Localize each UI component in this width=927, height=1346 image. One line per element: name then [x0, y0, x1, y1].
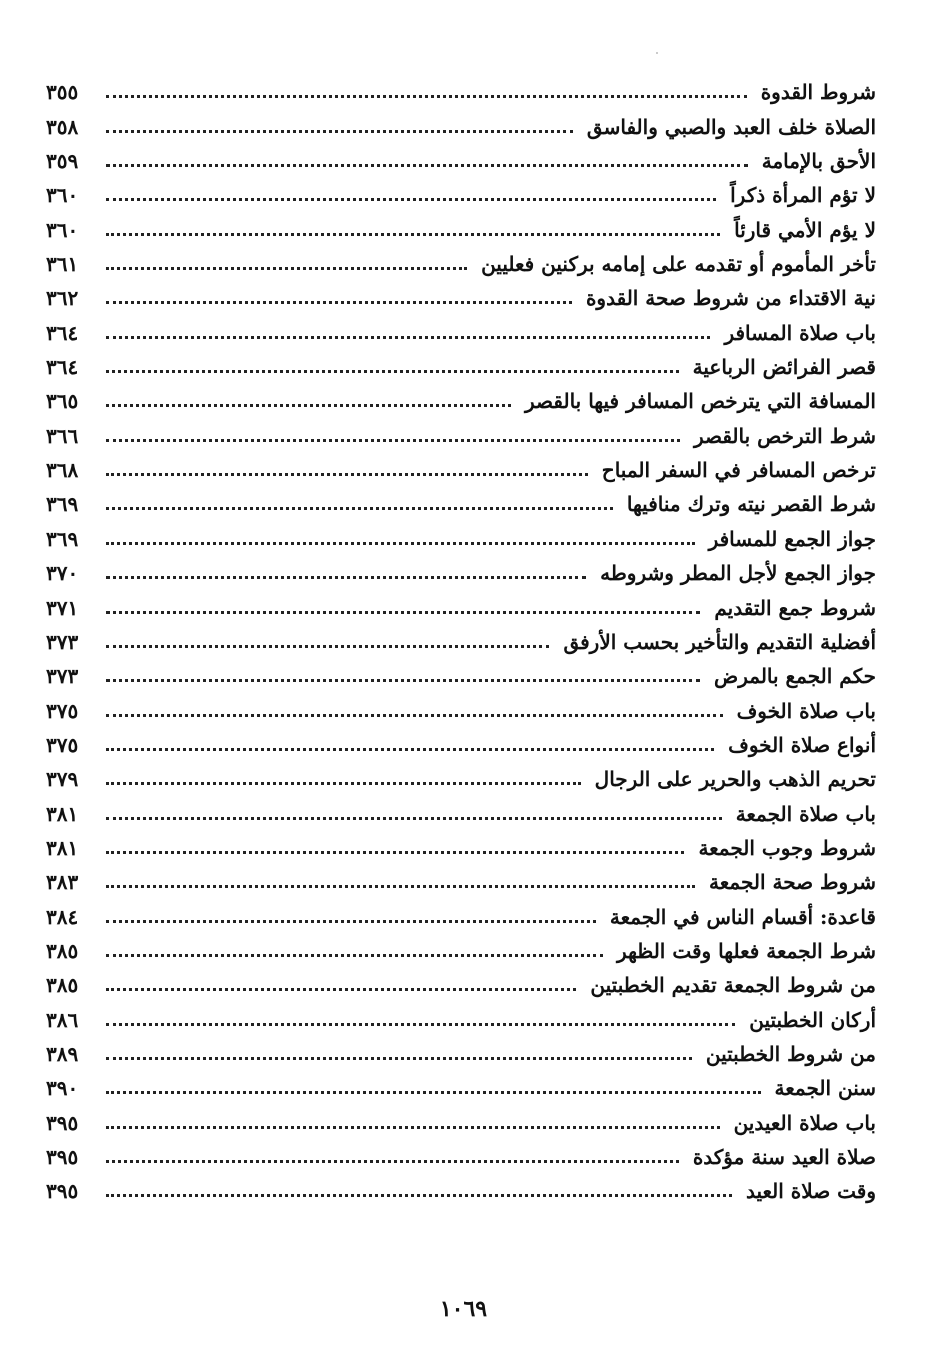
- entry-page-number: ٣٧٣: [46, 629, 79, 654]
- entry-title: أركان الخطبتين: [749, 1007, 876, 1032]
- entry-page-number: ٣٦٠: [46, 217, 79, 242]
- toc-entry: [46, 1139, 876, 1173]
- entry-page-number: ٣٧١: [46, 595, 79, 620]
- entry-page-number: ٣٦٨: [46, 458, 79, 483]
- toc-entry: [46, 74, 876, 108]
- entry-title: شرط الجمعة فعلها وقت الظهر: [617, 938, 876, 963]
- toc-entry: [46, 417, 876, 451]
- toc-entry: [46, 177, 876, 211]
- toc-entry: [46, 589, 876, 623]
- entry-title: شروط القدوة: [760, 80, 876, 105]
- toc-entry: [46, 1104, 876, 1138]
- entry-page-number: ٣٨٣: [46, 870, 79, 895]
- dot-leader: [106, 404, 511, 407]
- toc-entry: [46, 555, 876, 589]
- entry-title: شرط القصر نيته وترك منافيها: [626, 492, 876, 517]
- toc-entry: [46, 383, 876, 417]
- entry-title: قصر الفرائض الرباعية: [692, 355, 876, 380]
- dot-leader: [106, 817, 722, 820]
- dot-leader: [106, 1023, 735, 1026]
- dot-leader: [106, 1194, 732, 1197]
- toc-entry: [46, 1036, 876, 1070]
- entry-title: شروط صحة الجمعة: [709, 870, 876, 895]
- entry-page-number: ٣٨٥: [46, 973, 79, 998]
- entry-page-number: ٣٨٥: [46, 938, 79, 963]
- toc-entry: [46, 727, 876, 761]
- toc-entry: [46, 933, 876, 967]
- toc-entry: [46, 280, 876, 314]
- toc-entry: [46, 692, 876, 726]
- scan-speck: [656, 52, 658, 54]
- dot-leader: [106, 507, 613, 510]
- entry-title: ترخص المسافر في السفر المباح: [601, 458, 876, 483]
- dot-leader: [106, 920, 596, 923]
- entry-page-number: ٣٨٦: [46, 1007, 79, 1032]
- entry-page-number: ٣٦٩: [46, 526, 79, 551]
- entry-title: تحريم الذهب والحرير على الرجال: [594, 767, 876, 792]
- dot-leader: [106, 95, 747, 98]
- entry-title: وقت صلاة العيد: [745, 1179, 876, 1204]
- page-number: ١٠٦٩: [439, 1296, 488, 1322]
- dot-leader: [106, 1126, 720, 1129]
- dot-leader: [106, 714, 723, 717]
- entry-title: قاعدة: أقسام الناس في الجمعة: [609, 904, 876, 929]
- dot-leader: [106, 198, 716, 201]
- dot-leader: [106, 233, 720, 236]
- entry-title: الأحق بالإمامة: [761, 149, 876, 174]
- entry-title: صلاة العيد سنة مؤكدة: [692, 1145, 876, 1169]
- entry-title: شروط جمع التقديم: [714, 595, 876, 620]
- entry-page-number: ٣٨١: [46, 835, 79, 860]
- entry-page-number: ٣٧٣: [46, 664, 79, 689]
- entry-title: المسافة التي يترخص المسافر فيها بالقصر: [524, 389, 876, 414]
- dot-leader: [106, 782, 581, 785]
- entry-page-number: ٣٦١: [46, 252, 79, 277]
- entry-title: الصلاة خلف العبد والصبي والفاسق: [586, 114, 876, 139]
- toc-entry: [46, 761, 876, 795]
- entry-page-number: ٣٥٨: [46, 114, 79, 139]
- entry-page-number: ٣٦٠: [46, 183, 79, 208]
- entry-title: شرط الترخص بالقصر: [693, 423, 876, 448]
- dot-leader: [106, 611, 700, 614]
- entry-title: تأخر المأموم أو تقدمه على إمامه بركنين فعليين: [481, 252, 876, 277]
- dot-leader: [106, 542, 695, 545]
- toc-entry: [46, 143, 876, 177]
- entry-title: حكم الجمع بالمرض: [714, 664, 876, 689]
- toc-entry: [46, 898, 876, 932]
- dot-leader: [106, 1091, 761, 1094]
- table-of-contents: [46, 74, 876, 1207]
- entry-title: من شروط الجمعة تقديم الخطبتين: [590, 973, 876, 998]
- entry-title: شروط وجوب الجمعة: [698, 835, 876, 860]
- dot-leader: [106, 336, 710, 339]
- dot-leader: [106, 679, 700, 682]
- dot-leader: [106, 301, 572, 304]
- dot-leader: [106, 439, 680, 442]
- toc-entry: [46, 967, 876, 1001]
- dot-leader: [106, 748, 714, 751]
- entry-page-number: ٣٦٩: [46, 492, 79, 517]
- dot-leader: [106, 988, 576, 991]
- toc-entry: [46, 520, 876, 554]
- toc-entry: [46, 246, 876, 280]
- dot-leader: [106, 1160, 679, 1163]
- entry-page-number: ٣٩٥: [46, 1145, 79, 1169]
- entry-page-number: ٣٧٥: [46, 732, 79, 757]
- entry-title: باب صلاة الخوف: [736, 698, 876, 723]
- entry-page-number: ٣٩٠: [46, 1076, 79, 1101]
- entry-page-number: ٣٧٠: [46, 561, 79, 586]
- entry-page-number: ٣٨٩: [46, 1041, 79, 1066]
- entry-page-number: ٣٩٥: [46, 1179, 79, 1204]
- entry-page-number: ٣٦٤: [46, 355, 79, 380]
- entry-title: لا تؤم المرأة ذكراً: [730, 183, 876, 208]
- entry-title: أنواع صلاة الخوف: [728, 732, 876, 757]
- toc-entry: [46, 830, 876, 864]
- toc-entry: [46, 864, 876, 898]
- dot-leader: [106, 130, 573, 133]
- dot-leader: [106, 164, 748, 167]
- entry-title: سنن الجمعة: [774, 1076, 876, 1101]
- dot-leader: [106, 576, 586, 579]
- entry-title: لا يؤم الأمي قارئاً: [734, 217, 876, 242]
- toc-entry: [46, 108, 876, 142]
- entry-title: جواز الجمع لأجل المطر وشروطه: [600, 561, 876, 586]
- entry-page-number: ٣٨٤: [46, 904, 79, 929]
- dot-leader: [106, 1057, 692, 1060]
- entry-page-number: ٣٦٢: [46, 286, 79, 311]
- entry-title: جواز الجمع للمسافر: [708, 526, 876, 551]
- entry-title: باب صلاة الجمعة: [735, 801, 876, 826]
- toc-entry: [46, 452, 876, 486]
- toc-entry: [46, 314, 876, 348]
- entry-title: أفضلية التقديم والتأخير بحسب الأرفق: [563, 629, 876, 654]
- entry-page-number: ٣٩٥: [46, 1110, 79, 1135]
- entry-title: نية الاقتداء من شروط صحة القدوة: [585, 286, 876, 311]
- toc-entry: [46, 658, 876, 692]
- toc-entry: [46, 1001, 876, 1035]
- dot-leader: [106, 851, 684, 854]
- dot-leader: [106, 885, 695, 888]
- entry-page-number: ٣٦٤: [46, 320, 79, 345]
- toc-entry: [46, 795, 876, 829]
- dot-leader: [106, 473, 588, 476]
- entry-title: باب صلاة المسافر: [724, 320, 876, 345]
- entry-page-number: ٣٧٥: [46, 698, 79, 723]
- toc-entry: [46, 1070, 876, 1104]
- toc-entry: [46, 211, 876, 245]
- dot-leader: [106, 267, 467, 270]
- entry-page-number: ٣٥٥: [46, 80, 79, 105]
- toc-entry: [46, 486, 876, 520]
- entry-page-number: ٣٨١: [46, 801, 79, 826]
- entry-title: باب صلاة العيدين: [733, 1110, 876, 1135]
- dot-leader: [106, 954, 603, 957]
- entry-page-number: ٣٦٥: [46, 389, 79, 414]
- toc-entry: [46, 1173, 876, 1207]
- dot-leader: [106, 645, 549, 648]
- dot-leader: [106, 370, 679, 373]
- entry-title: من شروط الخطبتين: [705, 1041, 876, 1066]
- entry-page-number: ٣٥٩: [46, 149, 79, 174]
- toc-entry: [46, 624, 876, 658]
- entry-page-number: ٣٦٦: [46, 423, 79, 448]
- toc-entry: [46, 349, 876, 383]
- entry-page-number: ٣٧٩: [46, 767, 79, 792]
